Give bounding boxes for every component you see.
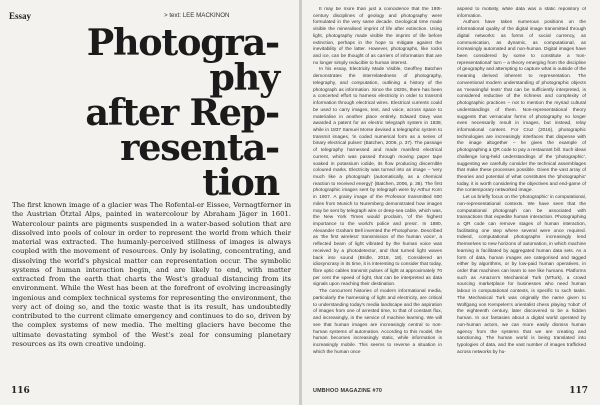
- title-line: phy: [209, 56, 279, 99]
- body-paragraph: In his essay, Electricity Made Visible, Geoffrey Batchen demonstrates the interrelatedness of photography, telegraphy, and computation, outlining a history of the photograph as information. Since the 1820s, there has been a concerted effort to harness electricity in order to transmit information through electrical wires. Electrical currents could be used to carry images, text, and voice, across space to materialise in another place entirely. Edward Davy was awarded a patent for an electric telegraph system in 1838, while in 1837 Samuel Morse devised a telegraphic system to transmit images, 'in coded numerical form as a series of binary electrical pulses' (Batchen, 2006, p. 37). The passage of telegraphy harnessed and made manifest electrical current, which was passed through moving paper tape soaked in potassium iodide, its flow producing discernible coloured marks. Electricity was turned into an image – 'very much like a photograph (automatically, as a chemical reaction to received energy)' (Batchen, 2006, p. 36). The first photographic images sent by telegraph were by Arthur Korn in 1907. A grainy image of the Professor transmitted 600 miles from Munich to Nuremberg demonstrated how images may be sent by telegraph wire or deep-sea cable, which was, the New York Times would proclaim, 'of the highest importance to the world's police and press'. In 1880, Alexander Graham Bell invented the Photophone. Described as 'the first wireless' transmission of the human voice', a reflected beam of light vibrated by the human voice was received by a photodetector, and that turned light waves back into sound (Bridle, 2018, 18). Considered an idiosyncrasy in its time, it is interesting to consider that today, fibre optic cables transmit pulses of light at approximately 70 per cent the speed of light, that can be interpreted as data signals upon reaching their destination.: [313, 67, 442, 288]
- body-column-1: [313, 7, 442, 379]
- body-paragraph: The concurrent histories of modern informational media, particularly the harnessing of light and electricity, are critical to understanding today's media landscape and the aspiration of images from one of arrested time, to that of constant flux, and increasingly, in the service of machine learning. We will see that human images are increasingly central to non-human systems of automation. According to this model, the human becomes increasingly static, while information is increasingly mobile. This seems to reverse a situation in which the human once: [313, 289, 442, 355]
- right-page: [302, 0, 600, 405]
- body-paragraph: It may be more than just a coincidence that the 19th-century disciplines of geology and photography were formulated in the very same decade. Geological time made visible the mineralised imprint of life after extinction. Using light, photography made visible the imprint of life before extinction, perhaps in the hope to mitigate against the inevitability of the latter. However, photographs, like rocks and ice, can be thought of as carriers of information that are no longer simply reducible to human interest.: [313, 7, 442, 66]
- lede-paragraph: The first known image of a glacier was The Rofental-er Eissee, Vernagtferner in the Austrian Ötztal Alps, painted in watercolour by Abraham Jäger in 1601. Watercolour paints are pigments suspended in a water-based solution that are dissolved into pools of colour in order to represent the world from which their material was extracted. The humanly-perceived stillness of images is always coupled with the movement of resources. Only by isolating, concentrating, and dissolving the world's physical matter can representation occur. The symbolic systems of human interaction begin, and are likely to end, with matter extracted from the earth that charts the West's gradual distancing from its environment. While the West has been at the forefront of evolving increasingly ingenious and complex technical systems for representing the environment, the very act of doing so, and the toxic waste that is its result, has undoubtedly contributed to the current climate emergency and continues to do so, driven by the complex systems of new media. The melting glaciers have become the ultimate devastating symbol of the West's zeal for consuming planetary resources as its own creative undoing.: [12, 201, 291, 348]
- title-line: resenta-: [120, 126, 279, 169]
- magazine-footer: UMBHOO MAGAZINE #70: [313, 388, 383, 394]
- title-line: after Rep-: [85, 91, 279, 134]
- body-paragraph: Let us briefly focus on the 'photographic' in computational, non-representational contexts. We have seen that the computational photograph can be associated with transactions that expedite human interaction. Photographing a QR code can remove stages of human interaction, facilitating one step where several were once required. Indeed, computational photographs increasingly lend themselves to new horizons of automation, in which machine learning is facilitated by aggregated human data sets. As a form of data, human images are categorised and tagged either by algorithms, or by low-paid human operatives, in order that machines can learn to see like humans. Platforms such as Amazon's Mechanical Turk (MTurk), a crowd sourcing marketplace for businesses who need human labour in computational contexts, is specific to such tasks. The Mechanical Turk was originally the name given to Wolfgang von Kempelen's orientalist chess playing 'robot' of the eighteenth century, later discovered to be a hidden human. In our fantasies about a digital world operated by non-human actors, we can more easily dismiss human agency from the systems that we are creating and sanctioning. The human world is being translated into typologies of data, and the vast number of images trafficked across networks by hu-: [457, 195, 586, 355]
- title-line: tion: [202, 161, 279, 204]
- body-paragraph: aspired to mobility, while data was a static repository of information.: [457, 7, 586, 19]
- left-page: [0, 0, 299, 405]
- body-paragraph: Authors have taken numerous positions on the informational quality of the digital image transmitted through digital networks: as forms of social currency, as communication, as dynamic, as computational, as increasingly automated and non-human. Digital images have been considered by some to constitute a 'non-representational' turn – a theory emerging from the discipline of geography and attempting to capture what is outside of the meaning derived inherent to representation. The conventional modern understanding of photographic objects as 'meaningful texts' that can be sufficiently interpreted, is considered reductive of the richness and complexity of photographic practices – not to mention the myriad cultural understandings of them. Non-representational theory suggests that vernacular forms of photography no longer even necessarily result in images, but instead, relay informational content. For Cruz (2016), photographic technologies are increasingly interfaces that dispense with the image altogether – he gives the example of photographing a QR code to pay a restaurant bill. Such ideas challenge long-held understandings of the 'photographic', suggesting we carefully consider the technical assemblages that make these processes possible. Given the vast array of theories and potential of what constitutes the 'photographic' today, it is worth considering the objectives and end-game of the contemporary networked image.: [457, 20, 586, 194]
- byline: > text: LEE MACKINON: [164, 12, 230, 19]
- article-title: [0, 21, 279, 204]
- page-number-right: 117: [569, 386, 588, 396]
- section-label: Essay: [9, 11, 32, 21]
- page-number-left: 116: [11, 386, 30, 396]
- body-column-2: [457, 7, 586, 379]
- title-line: Photogra-: [86, 21, 279, 64]
